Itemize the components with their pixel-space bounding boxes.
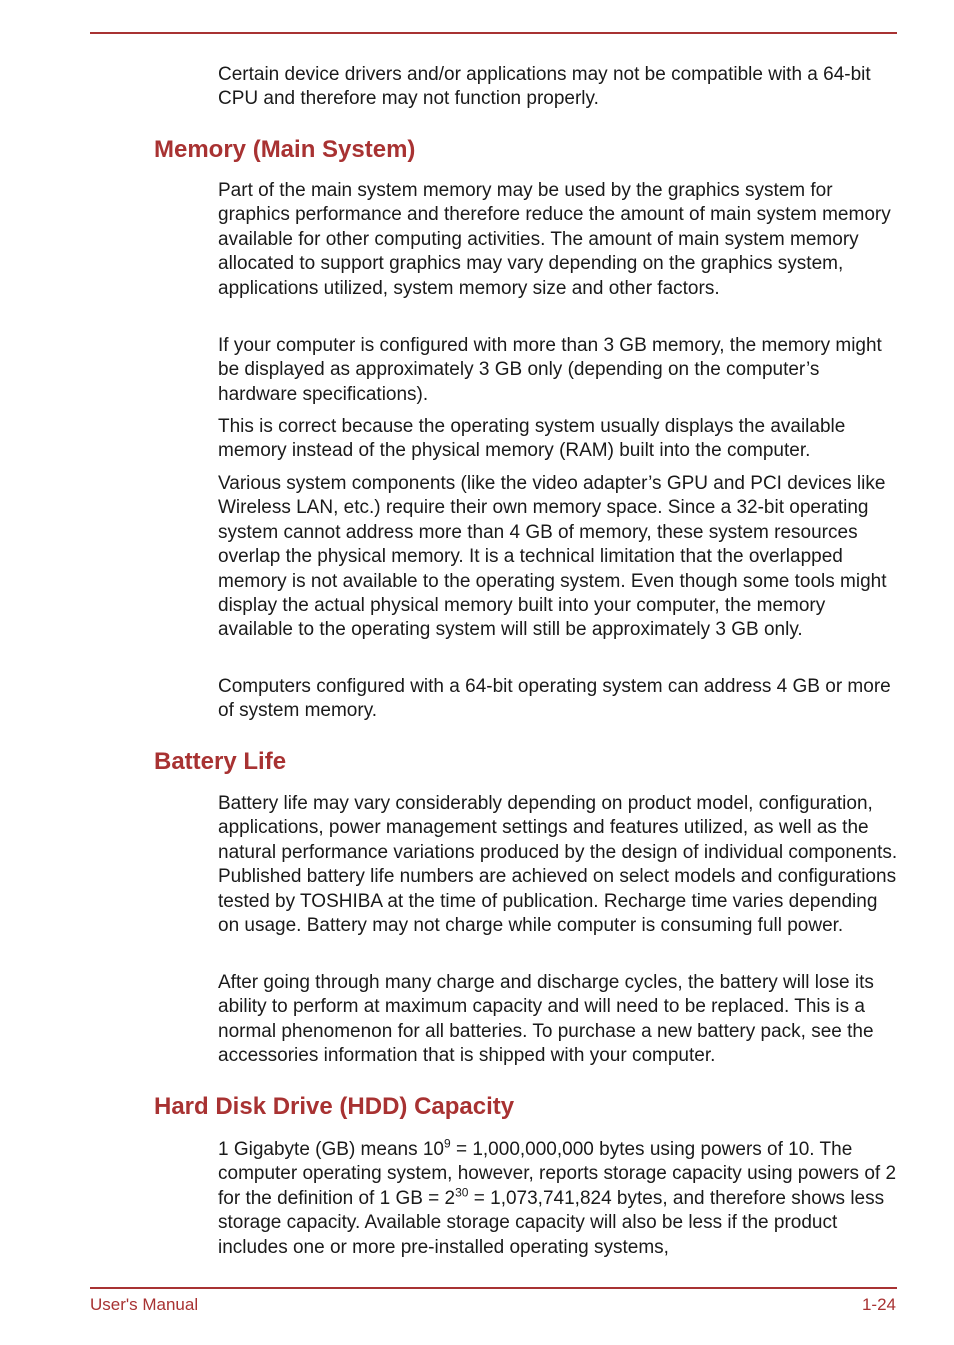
memory-paragraph-4: Various system components (like the video adapter’s GPU and PCI devices like Wireless LAN, etc.) require their own memory space. Since a 32-bit operating system cannot address more than 4 GB of memory, these system resources overlap the physical memory. It is a technical limitation that the overlapped memory is not available to the operating system. Even though some tools might display the actual physical memory built into your computer, the memory available to the operating system will still be approximately 3 GB only. (218, 473, 887, 641)
hdd-text-b: = 1,000,000,000 bytes using powers of 10. The computer operating system, however, reports storage capacity using powers of 2 for the definition of 1 GB = 2 (218, 1139, 897, 1209)
hdd-text-c: = 1,073,741,824 bytes, and therefore shows less storage capacity. Available storage capacity will also be less if the product includes one or more pre-installed operating systems, (218, 1187, 885, 1258)
hdd-heading: Hard Disk Drive (HDD) Capacity (154, 1093, 515, 1120)
footer-page-number: 1-24 (861, 1295, 896, 1314)
battery-paragraph-2: After going through many charge and discharge cycles, the battery will lose its ability to perform at maximum capacity and will need to be replaced. This is a normal phenomenon for all batteries. To purchase a new battery pack, see the accessories information that is shipped with your computer. (218, 972, 874, 1067)
battery-heading: Battery Life (154, 748, 287, 775)
hdd-exponent-9: 9 (444, 1136, 451, 1151)
header-rule (90, 32, 897, 34)
memory-paragraph-5: Computers configured with a 64-bit operating system can address 4 GB or more of system memory. (218, 676, 891, 722)
intro-paragraph: Certain device drivers and/or applications may not be compatible with a 64-bit CPU and therefore may not function properly. (218, 64, 871, 110)
memory-paragraph-2: If your computer is configured with more than 3 GB memory, the memory might be displayed as approximately 3 GB only (depending on the computer’s hardware specifications). (218, 335, 882, 405)
memory-paragraph-3: This is correct because the operating system usually displays the available memory instead of the physical memory (RAM) built into the computer. (218, 416, 846, 462)
memory-paragraph-1: Part of the main system memory may be used by the graphics system for graphics performance and therefore reduce the amount of main system memory available for other computing activities. The amount of main system memory allocated to support graphics may vary depending on the graphics system, applications utilized, system memory size and other factors. (218, 180, 891, 299)
battery-paragraph-1: Battery life may vary considerably depending on product model, configuration, applications, power management settings and features utilized, as well as the natural performance variations produced by the design of individual components. Published battery life numbers are achieved on select models and configurations tested by TOSHIBA at the time of publication. Recharge time varies depending on usage. Battery may not charge while computer is consuming full power. (218, 793, 898, 937)
memory-heading: Memory (Main System) (154, 136, 416, 163)
hdd-exponent-30: 30 (455, 1185, 469, 1200)
hdd-text-a: 1 Gigabyte (GB) means 10 (218, 1139, 444, 1160)
footer-rule (90, 1287, 897, 1289)
hdd-paragraph-1 (218, 1138, 898, 1260)
footer-manual-title: User's Manual (90, 1295, 199, 1314)
